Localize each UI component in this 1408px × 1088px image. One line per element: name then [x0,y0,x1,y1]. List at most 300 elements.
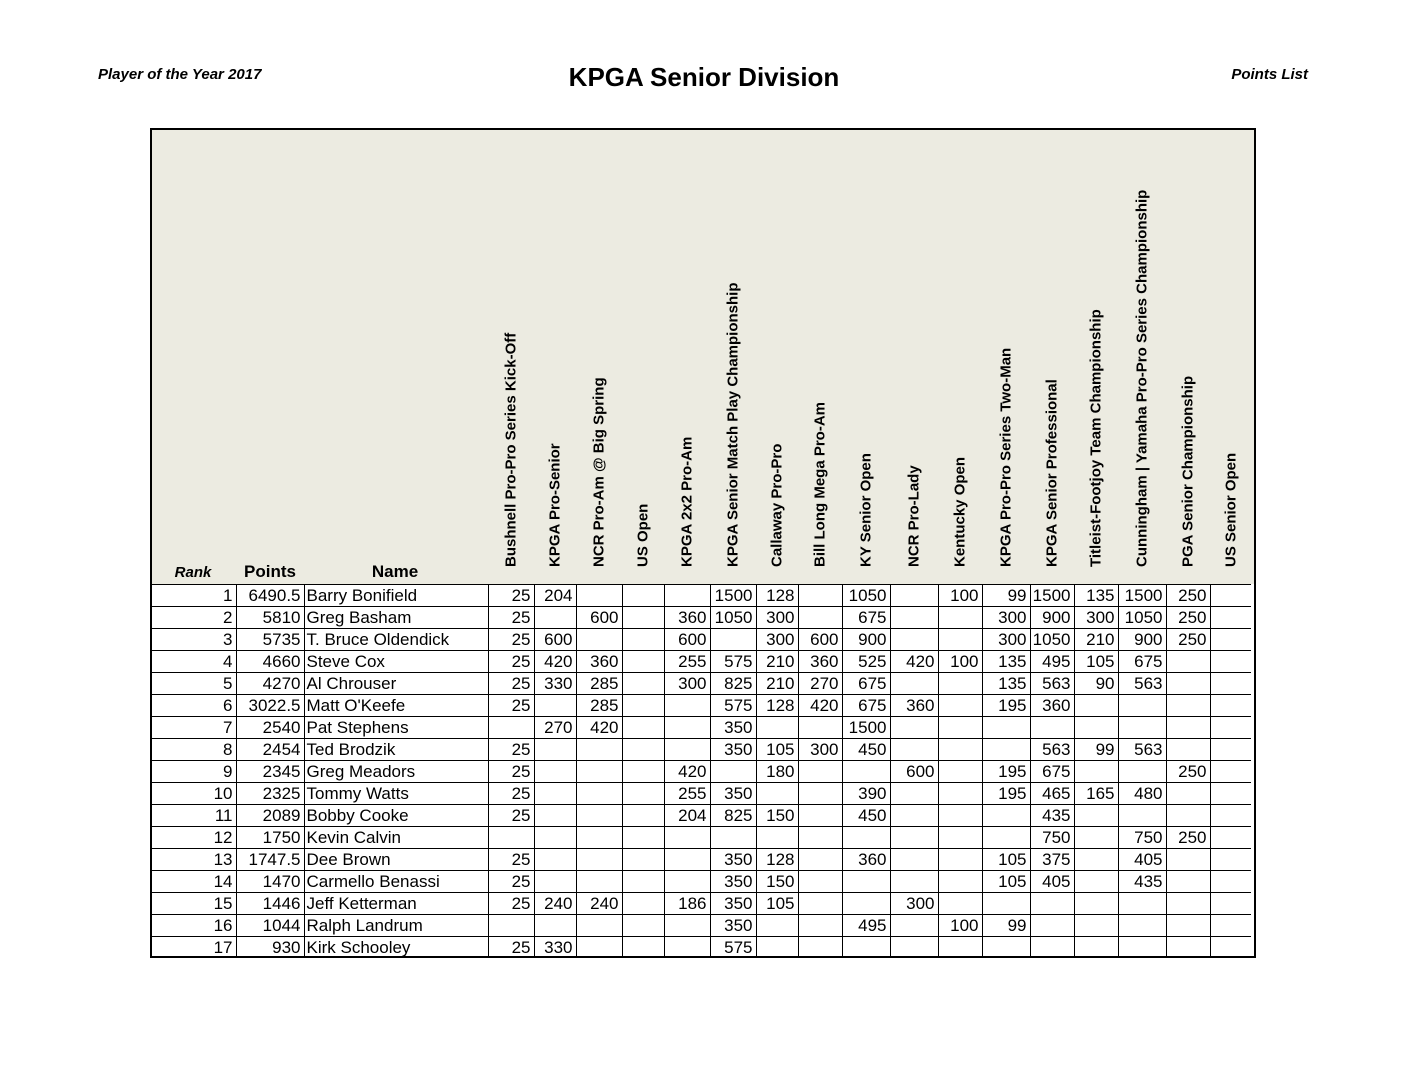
score-cell [1210,915,1251,937]
score-cell [938,783,982,805]
score-cell: 575 [710,695,756,717]
event-header [710,130,756,582]
score-cell [534,739,576,761]
score-cell [576,849,622,871]
score-cell: 255 [664,783,710,805]
score-cell [890,717,938,739]
score-cell [1210,607,1251,629]
score-cell: 204 [534,585,576,607]
score-cell: 375 [1030,849,1074,871]
score-cell: 600 [576,607,622,629]
points-cell: 2325 [236,783,304,805]
event-header-label: KPGA Pro-Pro Series Two-Man [997,347,1015,567]
score-cell [622,783,664,805]
score-cell: 99 [1074,739,1118,761]
rank-cell: 13 [152,849,236,871]
table-row [152,783,1251,805]
score-cell [982,937,1030,959]
score-cell: 195 [982,783,1030,805]
score-cell [622,651,664,673]
score-cell [1166,695,1210,717]
rank-cell: 17 [152,937,236,959]
score-cell [576,871,622,893]
score-cell [798,761,842,783]
score-cell [1166,849,1210,871]
score-cell [710,629,756,651]
points-header: Points [244,562,296,581]
event-header [756,130,798,582]
event-header-label: PGA Senior Championship [1179,375,1197,567]
score-cell [622,827,664,849]
score-cell [664,695,710,717]
name-cell: Barry Bonifield [304,585,488,607]
score-cell [1166,871,1210,893]
score-cell: 210 [756,673,798,695]
table-row [152,673,1251,695]
score-cell: 1500 [1030,585,1074,607]
score-cell [798,827,842,849]
score-cell: 563 [1118,673,1166,695]
list-type-label: Points List [1231,66,1308,83]
points-cell: 5810 [236,607,304,629]
score-cell [576,937,622,959]
score-cell: 360 [890,695,938,717]
score-cell [890,849,938,871]
score-cell [1210,827,1251,849]
score-cell [890,827,938,849]
score-cell [622,805,664,827]
score-cell: 250 [1166,761,1210,783]
points-cell: 1044 [236,915,304,937]
score-cell: 25 [488,849,534,871]
score-cell: 575 [710,651,756,673]
score-cell: 105 [756,893,798,915]
score-cell [938,761,982,783]
event-header-label: KY Senior Open [857,453,875,567]
table-row [152,717,1251,739]
score-cell: 300 [982,629,1030,651]
score-cell [798,783,842,805]
score-cell: 480 [1118,783,1166,805]
rank-cell: 12 [152,827,236,849]
score-cell [890,871,938,893]
score-cell: 285 [576,695,622,717]
score-cell [1210,585,1251,607]
score-cell: 600 [890,761,938,783]
points-cell: 5735 [236,629,304,651]
score-cell: 25 [488,761,534,783]
table-row [152,937,1251,959]
score-cell: 750 [1030,827,1074,849]
score-cell [1074,915,1118,937]
score-cell [576,827,622,849]
score-cell: 25 [488,937,534,959]
event-header [1074,130,1118,582]
event-header-label: Bushnell Pro-Pro Series Kick-Off [502,332,520,567]
score-cell: 128 [756,849,798,871]
score-cell: 825 [710,673,756,695]
event-header-label: NCR Pro-Lady [905,465,923,567]
score-cell [938,893,982,915]
score-cell [938,607,982,629]
score-cell [798,849,842,871]
score-cell: 165 [1074,783,1118,805]
score-cell [1118,717,1166,739]
table-row [152,893,1251,915]
score-cell: 300 [756,629,798,651]
score-cell: 435 [1118,871,1166,893]
points-cell: 1446 [236,893,304,915]
score-cell: 135 [1074,585,1118,607]
score-cell [842,761,890,783]
rank-cell: 16 [152,915,236,937]
name-cell: Greg Meadors [304,761,488,783]
score-cell: 105 [982,849,1030,871]
points-cell: 2540 [236,717,304,739]
score-cell [534,607,576,629]
score-cell [576,739,622,761]
score-cell: 250 [1166,607,1210,629]
score-cell [576,585,622,607]
score-cell [982,805,1030,827]
table-row [152,871,1251,893]
score-cell: 25 [488,739,534,761]
points-cell: 1747.5 [236,849,304,871]
score-cell: 330 [534,673,576,695]
score-cell [664,849,710,871]
score-cell [622,761,664,783]
score-cell [982,893,1030,915]
rank-cell: 7 [152,717,236,739]
score-cell [622,629,664,651]
event-header-label: KPGA 2x2 Pro-Am [678,436,696,567]
name-cell: Ted Brodzik [304,739,488,761]
score-cell: 450 [842,739,890,761]
points-cell: 1750 [236,827,304,849]
event-header-label: Titleist-Footjoy Team Championship [1087,309,1105,567]
score-cell [798,717,842,739]
score-cell [1074,827,1118,849]
score-cell [1166,673,1210,695]
score-cell [1166,651,1210,673]
score-cell [622,849,664,871]
score-cell [1074,937,1118,959]
points-cell: 4270 [236,673,304,695]
score-cell [576,629,622,651]
score-cell [1210,695,1251,717]
score-cell: 600 [664,629,710,651]
score-cell: 420 [890,651,938,673]
score-cell [938,717,982,739]
points-cell: 3022.5 [236,695,304,717]
score-cell [1166,915,1210,937]
score-cell [798,871,842,893]
score-cell [710,761,756,783]
score-cell: 750 [1118,827,1166,849]
event-header [938,130,982,582]
points-cell: 4660 [236,651,304,673]
score-cell: 204 [664,805,710,827]
score-cell [798,915,842,937]
event-header-label: KPGA Senior Professional [1043,379,1061,567]
score-cell [1166,739,1210,761]
score-cell: 300 [798,739,842,761]
score-cell: 675 [842,673,890,695]
score-cell [664,739,710,761]
score-cell [622,607,664,629]
score-cell [938,937,982,959]
score-cell: 1050 [1118,607,1166,629]
score-cell [842,827,890,849]
score-cell: 128 [756,585,798,607]
score-cell: 350 [710,717,756,739]
score-cell [1166,717,1210,739]
score-cell [756,717,798,739]
name-cell: Jeff Ketterman [304,893,488,915]
event-header-label: Cunningham | Yamaha Pro-Pro Series Championship [1133,189,1151,567]
event-header-label: US Open [634,503,652,567]
score-cell: 495 [1030,651,1074,673]
table-row [152,849,1251,871]
score-cell: 25 [488,805,534,827]
score-cell [622,673,664,695]
score-cell: 420 [534,651,576,673]
score-cell [938,827,982,849]
score-cell: 675 [842,695,890,717]
table-row [152,761,1251,783]
score-cell: 25 [488,629,534,651]
score-cell [1210,893,1251,915]
score-cell [890,585,938,607]
score-cell: 195 [982,761,1030,783]
score-cell: 420 [798,695,842,717]
score-cell [1210,717,1251,739]
score-cell [1074,893,1118,915]
score-cell [890,673,938,695]
score-cell: 25 [488,651,534,673]
score-cell [1074,871,1118,893]
score-cell [576,915,622,937]
table-row [152,629,1251,651]
score-cell [1210,651,1251,673]
points-cell: 2454 [236,739,304,761]
score-cell [664,585,710,607]
score-cell: 100 [938,915,982,937]
rank-cell: 8 [152,739,236,761]
score-cell: 675 [842,607,890,629]
score-cell [576,783,622,805]
score-cell [1074,695,1118,717]
score-cell [622,893,664,915]
score-cell [842,893,890,915]
score-cell [842,871,890,893]
score-cell [1074,849,1118,871]
score-cell: 210 [1074,629,1118,651]
score-cell: 435 [1030,805,1074,827]
event-header [890,130,938,582]
score-cell [842,937,890,959]
score-cell [1118,893,1166,915]
score-cell [798,893,842,915]
score-cell: 350 [710,849,756,871]
rank-cell: 9 [152,761,236,783]
score-cell [1074,717,1118,739]
score-cell [488,827,534,849]
table-row [152,607,1251,629]
score-cell: 350 [710,893,756,915]
score-cell: 360 [1030,695,1074,717]
score-cell: 186 [664,893,710,915]
score-cell: 25 [488,783,534,805]
score-cell [710,827,756,849]
score-cell: 300 [664,673,710,695]
score-cell: 1500 [710,585,756,607]
score-cell: 350 [710,871,756,893]
event-header [534,130,576,582]
score-cell: 135 [982,651,1030,673]
score-cell: 150 [756,871,798,893]
score-cell: 250 [1166,585,1210,607]
score-cell: 330 [534,937,576,959]
score-cell [622,585,664,607]
table-row [152,805,1251,827]
score-cell [576,805,622,827]
name-cell: Kirk Schooley [304,937,488,959]
score-cell: 25 [488,695,534,717]
name-cell: T. Bruce Oldendick [304,629,488,651]
score-cell: 99 [982,915,1030,937]
score-cell [1210,673,1251,695]
score-cell: 90 [1074,673,1118,695]
event-header [1118,130,1166,582]
score-cell [1118,937,1166,959]
event-header-label: US Senior Open [1222,452,1239,567]
score-cell [1030,937,1074,959]
score-cell: 195 [982,695,1030,717]
score-cell [534,695,576,717]
season-label: Player of the Year 2017 [98,66,262,83]
score-cell [890,937,938,959]
score-cell [622,915,664,937]
score-cell: 1050 [842,585,890,607]
score-cell [756,937,798,959]
event-header [1210,130,1251,582]
score-cell [890,915,938,937]
name-header: Name [371,562,419,581]
score-cell: 465 [1030,783,1074,805]
name-cell: Al Chrouser [304,673,488,695]
score-cell [756,915,798,937]
score-cell [1074,761,1118,783]
score-cell [1030,915,1074,937]
table-row [152,915,1251,937]
points-table [150,128,1256,958]
score-cell [534,915,576,937]
rank-cell: 1 [152,585,236,607]
score-cell: 350 [710,915,756,937]
score-cell: 25 [488,871,534,893]
event-header [488,130,534,582]
score-cell: 300 [890,893,938,915]
score-cell [664,827,710,849]
score-cell [1210,783,1251,805]
score-cell: 405 [1118,849,1166,871]
event-header [798,130,842,582]
score-cell [576,761,622,783]
score-cell [1074,805,1118,827]
event-header [1166,130,1210,582]
event-header [982,130,1030,582]
score-cell [1166,937,1210,959]
score-cell [1118,761,1166,783]
table-row [152,827,1251,849]
points-cell: 2089 [236,805,304,827]
score-cell: 350 [710,739,756,761]
table-row [152,739,1251,761]
score-cell: 675 [1030,761,1074,783]
score-cell: 495 [842,915,890,937]
score-cell [664,915,710,937]
score-cell: 563 [1030,673,1074,695]
score-cell: 900 [1118,629,1166,651]
score-cell [982,827,1030,849]
score-cell: 128 [756,695,798,717]
score-cell: 270 [798,673,842,695]
score-cell: 105 [1074,651,1118,673]
score-cell [938,629,982,651]
name-cell: Ralph Landrum [304,915,488,937]
score-cell [1210,937,1251,959]
score-cell: 100 [938,651,982,673]
score-cell [1210,805,1251,827]
score-cell: 105 [756,739,798,761]
score-cell [664,871,710,893]
score-cell: 105 [982,871,1030,893]
score-cell: 250 [1166,629,1210,651]
score-cell: 360 [842,849,890,871]
score-cell: 300 [982,607,1030,629]
table-row [152,651,1251,673]
score-cell: 1050 [710,607,756,629]
score-cell: 575 [710,937,756,959]
score-cell [1118,805,1166,827]
score-cell: 450 [842,805,890,827]
score-cell [798,607,842,629]
rank-cell: 3 [152,629,236,651]
score-cell [1210,849,1251,871]
page-title: KPGA Senior Division [568,62,840,92]
name-cell: Carmello Benassi [304,871,488,893]
score-cell: 825 [710,805,756,827]
score-cell: 1500 [842,717,890,739]
score-cell [890,607,938,629]
score-cell: 100 [938,585,982,607]
points-cell: 1470 [236,871,304,893]
points-cell: 2345 [236,761,304,783]
score-cell [1118,915,1166,937]
rank-cell: 10 [152,783,236,805]
event-header [576,130,622,582]
score-cell [622,717,664,739]
score-cell [534,783,576,805]
score-cell [1210,761,1251,783]
score-cell: 300 [756,607,798,629]
score-cell: 405 [1030,871,1074,893]
score-cell [664,937,710,959]
score-cell: 600 [534,629,576,651]
score-cell [622,871,664,893]
score-cell [938,871,982,893]
